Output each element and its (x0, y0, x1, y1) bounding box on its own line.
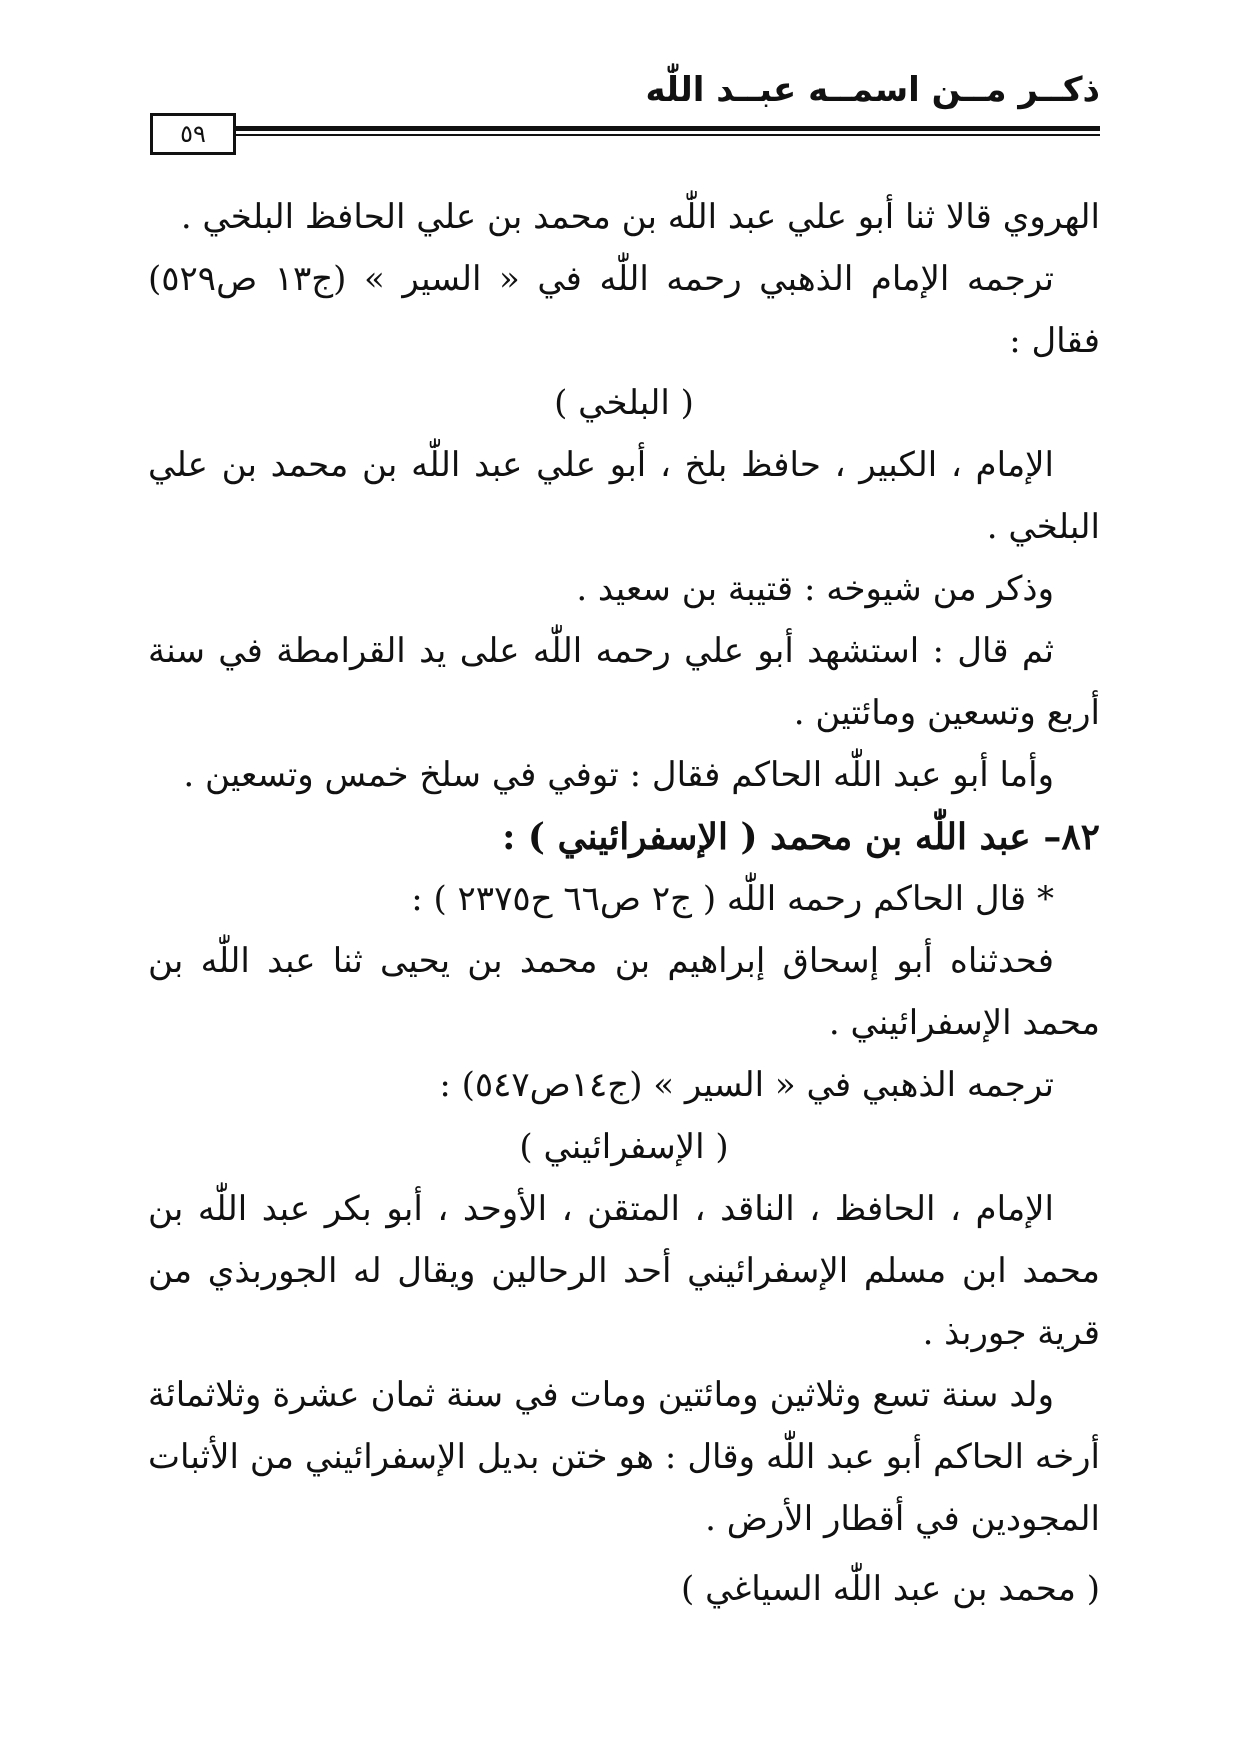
header-rule-thin (236, 134, 1100, 136)
page-number-box: ٥٩ (150, 113, 236, 155)
paragraph-siyar-reference: ترجمه الذهبي في « السير » (ج١٤ص٥٤٧) : (439, 1065, 1054, 1105)
paragraph-hakim-citation: * قال الحاكم رحمه اللّٰه ( ج٢ ص٦٦ ح٢٣٧٥ ) : (411, 879, 1054, 919)
subheading-isfaraini: ( الإسفرائيني ) (519, 1127, 729, 1167)
entry-heading-82: ٨٢– عبد اللّٰه بن محمد ( الإسفرائيني ) : (502, 816, 1100, 858)
paragraph-hakim-death: وأما أبو عبد اللّٰه الحاكم فقال : توفي في سلخ خمس وتسعين . (183, 755, 1054, 795)
page-body (148, 186, 1100, 1620)
paragraph-teachers: وذكر من شيوخه : قتيبة بن سعيد . (576, 569, 1054, 609)
paragraph-birth-death: ولد سنة تسع وثلاثين ومائتين ومات في سنة ثمان عشرة وثلاثمائة أرخه الحاكم أبو عبد اللّٰه وقال : هو ختن بديل الإسفرائيني من الأثبات المجودين في أقطار الأرض . (148, 1375, 1100, 1539)
paragraph-isnad: فحدثناه أبو إسحاق إبراهيم بن محمد بن يحيى ثنا عبد اللّٰه بن محمد الإسفرائيني . (148, 941, 1100, 1043)
header-rule-thick (236, 126, 1100, 131)
running-header-title: ذكــر مــن اسمــه عبــد اللّٰه (645, 70, 1100, 110)
paragraph-dhahabi-reference: ترجمه الإمام الذهبي رحمه اللّٰه في « السير » (ج١٣ ص٥٢٩) فقال : (148, 259, 1100, 361)
paragraph-martyrdom: ثم قال : استشهد أبو علي رحمه اللّٰه على يد القرامطة في سنة أربع وتسعين ومائتين . (148, 631, 1100, 733)
section-label-siyaghi: ( محمد بن عبد اللّٰه السياغي ) (681, 1569, 1100, 1609)
paragraph-isfaraini-bio: الإمام ، الحافظ ، الناقد ، المتقن ، الأوحد ، أبو بكر عبد اللّٰه بن محمد ابن مسلم الإسفرائيني أحد الرحالين ويقال له الجوربذي من قرية جوربذ . (148, 1189, 1100, 1353)
paragraph-balkhi-bio: الإمام ، الكبير ، حافظ بلخ ، أبو علي عبد اللّٰه بن محمد بن علي البلخي . (148, 445, 1100, 547)
subheading-balkhi: ( البلخي ) (554, 383, 694, 423)
paragraph-chain-end: الهروي قالا ثنا أبو علي عبد اللّٰه بن محمد بن علي الحافظ البلخي . (180, 197, 1100, 237)
